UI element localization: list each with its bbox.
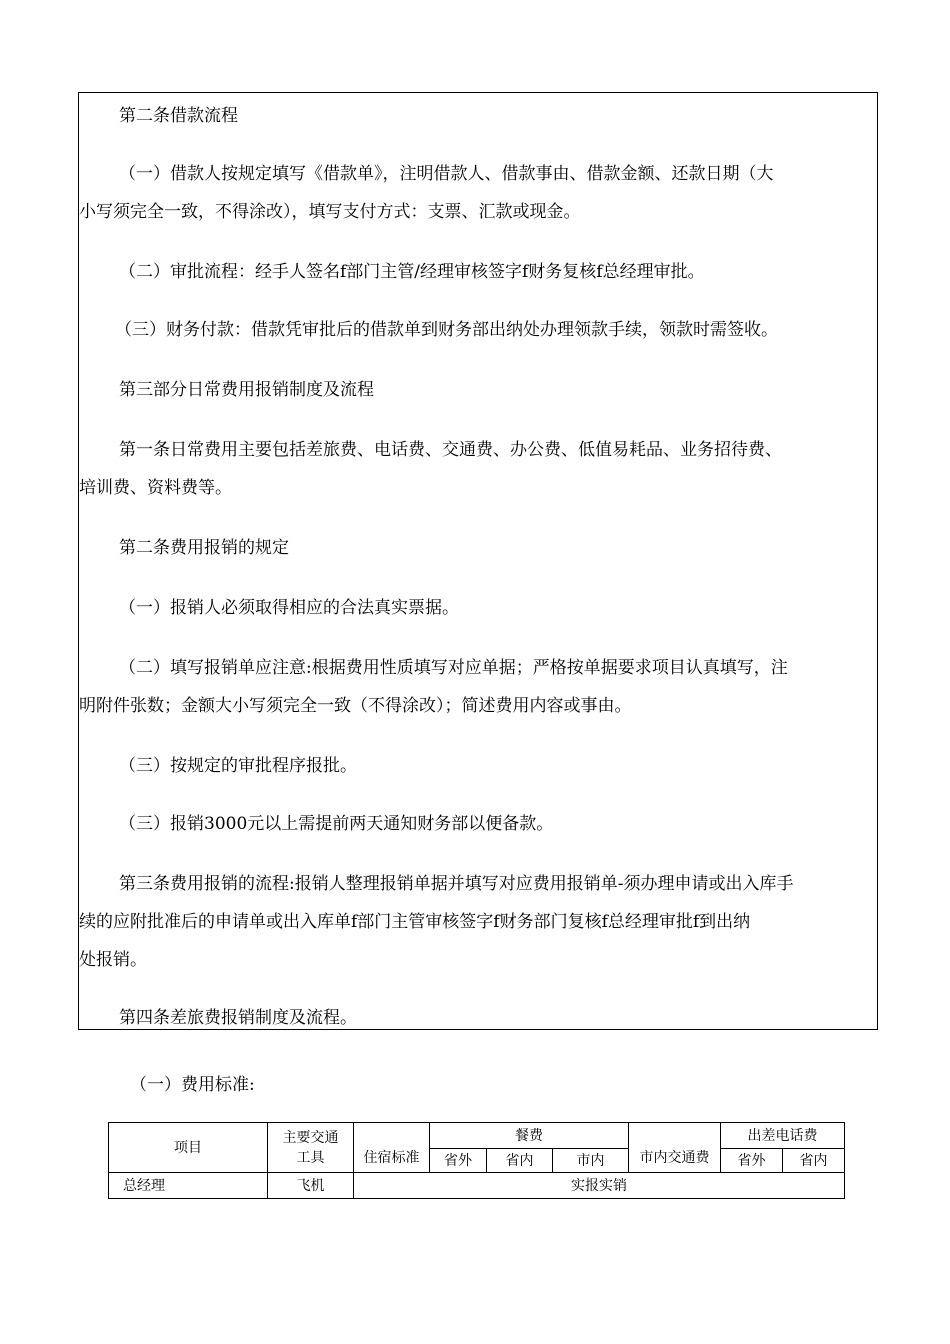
paragraph: 第四条差旅费报销制度及流程。: [119, 1008, 357, 1028]
paragraph: 小写须完全一致，不得涂改），填写支付方式：支票、汇款或现金。: [79, 202, 581, 222]
header-transport-line2: 工具: [296, 1149, 325, 1166]
header-phone: 出差电话费: [721, 1123, 845, 1149]
section-heading: 第三部分日常费用报销制度及流程: [119, 380, 374, 400]
row-item: 总经理: [109, 1173, 268, 1199]
header-transport-line1: 主要交通: [282, 1129, 339, 1146]
paragraph: 第二条费用报销的规定: [119, 538, 289, 558]
paragraph: （一）报销人必须取得相应的合法真实票据。: [119, 598, 459, 618]
header-meal-out: 省外: [430, 1149, 487, 1173]
paragraph: （三）财务付款：借款凭审批后的借款单到财务部出纳处办理领款手续，领款时需签收。: [115, 320, 778, 340]
row-transport: 飞机: [268, 1173, 354, 1199]
header-meal-in: 省内: [487, 1149, 553, 1173]
header-phone-out: 省外: [721, 1149, 783, 1173]
paragraph: （二）填写报销单应注意:根据费用性质填写对应单据；严格按单据要求项目认真填写，注: [119, 658, 788, 678]
paragraph: 第一条日常费用主要包括差旅费、电话费、交通费、办公费、低值易耗品、业务招待费、: [119, 440, 782, 460]
header-meal: 餐费: [430, 1123, 629, 1149]
paragraph: 培训费、资料费等。: [79, 478, 232, 498]
text-frame: [78, 92, 878, 1030]
paragraph: （二）审批流程：经手人签名f部门主管/经理审核签字f财务复核f总经理审批。: [119, 262, 705, 282]
header-item: 项目: [109, 1123, 268, 1173]
paragraph: 明附件张数；金额大小写须完全一致（不得涂改）；简述费用内容或事由。: [79, 696, 632, 716]
header-transport: [268, 1123, 354, 1173]
subsection-heading: （一）费用标准:: [130, 1075, 255, 1095]
header-local-transport: 市内交通费: [629, 1123, 721, 1173]
row-reimburse: 实报实销: [354, 1173, 845, 1199]
expense-standard-table: [108, 1122, 845, 1199]
header-lodging: 住宿标准: [354, 1123, 430, 1173]
paragraph: 第二条借款流程: [119, 106, 238, 126]
paragraph: （一）借款人按规定填写《借款单》，注明借款人、借款事由、借款金额、还款日期（大: [119, 164, 774, 184]
header-phone-in: 省内: [783, 1149, 845, 1173]
paragraph: 续的应附批准后的申请单或出入库单f部门主管审核签字f财务部门复核f总经理审批f到出纳: [79, 912, 751, 932]
paragraph: 处报销。: [79, 950, 147, 970]
header-meal-city: 市内: [553, 1149, 629, 1173]
paragraph: （三）报销3000元以上需提前两天通知财务部以便备款。: [119, 814, 554, 834]
paragraph: 第三条费用报销的流程:报销人整理报销单据并填写对应费用报销单-须办理申请或出入库手: [119, 874, 794, 894]
paragraph: （三）按规定的审批程序报批。: [119, 756, 357, 776]
